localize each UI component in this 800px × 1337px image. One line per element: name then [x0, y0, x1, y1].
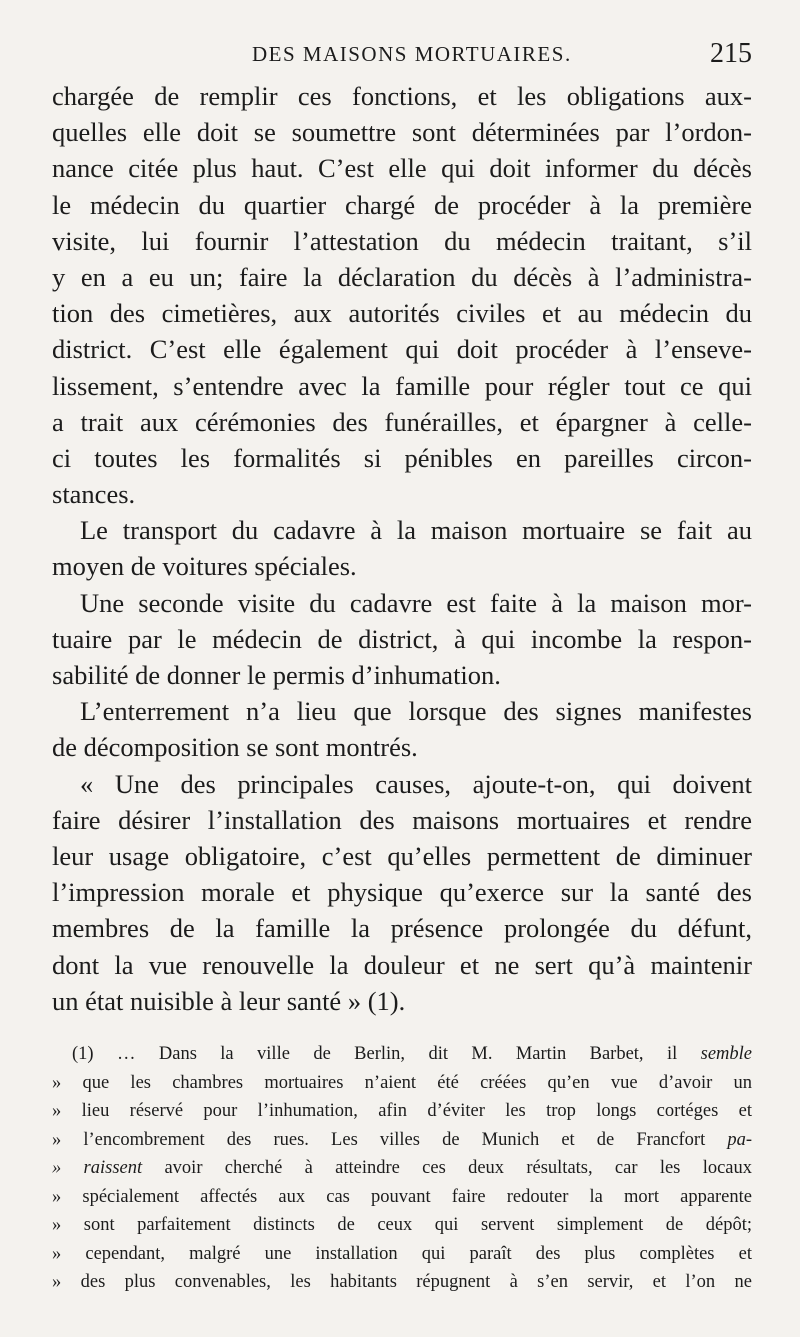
text-line: dont la vue renouvelle la douleur et ne sert qu’à maintenir — [52, 949, 752, 980]
footnote-line: » des plus convenables, les habitants répugnent à s’en servir, et l’on ne — [52, 1272, 752, 1292]
footnote-text: avoir cherché à atteindre ces deux résultats, car les locaux — [142, 1158, 753, 1178]
footnote-emphasis: » raissent — [52, 1158, 143, 1178]
text-line: faire désirer l’installation des maisons mortuaires et rendre — [52, 804, 752, 835]
text-line: district. C’est elle également qui doit procéder à l’enseve- — [52, 334, 752, 365]
text-line: visite, lui fournir l’attestation du médecin traitant, s’il — [52, 225, 752, 256]
text-line: ci toutes les formalités si pénibles en pareilles circon- — [52, 442, 752, 473]
page-number: 215 — [710, 38, 752, 69]
page-header — [52, 38, 752, 78]
text-line: sabilité de donner le permis d’inhumation. — [52, 660, 501, 690]
text-line: a trait aux cérémonies des funérailles, et épargner à celle- — [52, 406, 752, 437]
footnote — [52, 1040, 752, 1297]
text-line: tion des cimetières, aux autorités civiles et au médecin du — [52, 298, 752, 329]
text-line: Le transport du cadavre à la maison mortuaire se fait au — [80, 515, 752, 546]
footnote-line: » cependant, malgré une installation qui paraît des plus complètes et — [52, 1243, 752, 1264]
footnote-line: » que les chambres mortuaires n’aient été créées qu’en vue d’avoir un — [52, 1072, 752, 1093]
text-line: y en a eu un; faire la déclaration du décès à l’administra- — [52, 261, 752, 292]
text-line: chargée de remplir ces fonctions, et les obligations aux- — [52, 81, 752, 111]
text-line: leur usage obligatoire, c’est qu’elles permettent de diminuer — [52, 840, 752, 871]
footnote-text: (1) … Dans la ville de Berlin, dit M. Martin Barbet, il — [72, 1044, 701, 1064]
text-line: un état nuisible à leur santé » (1). — [52, 985, 406, 1016]
text-line: membres de la famille la présence prolongée du défunt, — [52, 913, 752, 944]
text-line: tuaire par le médecin de district, à qui incombe la respon- — [52, 623, 752, 654]
text-line: le médecin du quartier chargé de procéder à la première — [52, 189, 752, 220]
text-line: L’enterrement n’a lieu que lorsque des signes manifestes — [80, 696, 752, 727]
text-line: moyen de voitures spéciales. — [52, 551, 357, 582]
body-text — [52, 78, 752, 1019]
footnote-line: » lieu réservé pour l’inhumation, afin d’éviter les trop longs cortéges et — [52, 1101, 752, 1121]
footnote-text: » l’encombrement des rues. Les villes de Munich et de Francfort — [52, 1129, 728, 1150]
footnote-line: » spécialement affectés aux cas pouvant faire redouter la mort apparente — [52, 1186, 752, 1207]
footnote-emphasis: pa- — [727, 1129, 752, 1150]
text-line: stances. — [52, 479, 136, 510]
text-line: quelles elle doit se soumettre sont déterminées par l’ordon- — [52, 117, 752, 148]
text-line: lissement, s’entendre avec la famille pour régler tout ce qui — [52, 370, 752, 401]
footnote-line: » sont parfaitement distincts de ceux qui servent simplement de dépôt; — [52, 1215, 752, 1235]
running-title: DES MAISONS MORTUAIRES. — [252, 42, 572, 66]
text-line: Une seconde visite du cadavre est faite à la maison mor- — [80, 587, 752, 618]
text-line: nance citée plus haut. C’est elle qui doit informer du décès — [52, 153, 752, 184]
footnote-line — [52, 1126, 752, 1155]
text-line: « Une des principales causes, ajoute-t-on, qui doivent — [80, 768, 752, 799]
text-line: l’impression morale et physique qu’exerce sur la santé des — [52, 877, 752, 908]
footnote-line — [52, 1040, 752, 1069]
footnote-emphasis: semble — [700, 1044, 752, 1064]
footnote-line — [52, 1154, 752, 1183]
text-line: de décomposition se sont montrés. — [52, 732, 418, 763]
